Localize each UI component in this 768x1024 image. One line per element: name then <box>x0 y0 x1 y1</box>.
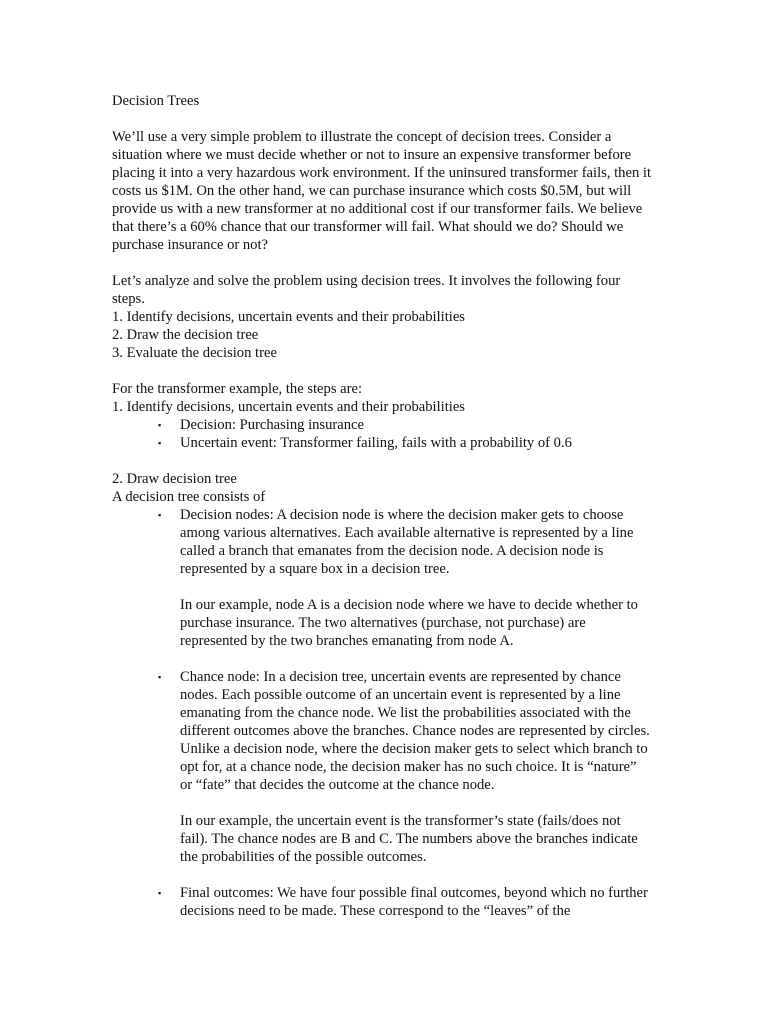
tree-components-list <box>112 506 652 578</box>
spacer <box>112 794 652 812</box>
example-step-1: 1. Identify decisions, uncertain events and their probabilities <box>112 399 465 415</box>
analyze-lead: Let’s analyze and solve the problem using decision trees. It involves the following four steps. <box>112 273 621 307</box>
intro-paragraph: We’ll use a very simple problem to illustrate the concept of decision trees. Consider a situation where we must decide whether or not to insure an expensive transformer before placing it into a very hazardous work environment. If the uninsured transformer fails, then it costs us $1M. On the other hand, we can purchase insurance which costs $0.5M, but will provide us with a new transformer at no additional cost if our transformer fails. We believe that there’s a 60% chance that our transformer will fail. What should we do? Should we purchase insurance or not? <box>112 129 651 253</box>
list-item <box>112 434 652 452</box>
tree-components-list-2 <box>112 668 652 794</box>
list-item <box>112 884 652 920</box>
bullet-square-icon: ▪ <box>158 420 162 430</box>
example-lead: For the transformer example, the steps are: <box>112 381 363 397</box>
document-page <box>112 92 652 920</box>
list-item <box>112 416 652 434</box>
spacer <box>112 650 652 668</box>
bullet-square-icon: ▪ <box>158 888 162 898</box>
bullet-square-icon: ▪ <box>158 510 162 520</box>
tree-consists-lead: A decision tree consists of <box>112 489 266 505</box>
bullet-text-uncertain-event: Uncertain event: Transformer failing, fails with a probability of 0.6 <box>180 435 572 451</box>
chance-node-text: Chance node: In a decision tree, uncertain events are represented by chance nodes. Each possible outcome of an uncertain event is represented by a line emanating from the chance node. We list the probabilities associated with the different outcomes above the branches. Chance nodes are represented by circles. Unlike a decision node, where the decision maker gets to select which branch to opt for, at a chance node, the decision maker has no such choice. It is “nature” or “fate” that decides the outcome at the chance node. <box>180 669 650 793</box>
chance-node-example: In our example, the uncertain event is the transformer’s state (fails/does not fail). The chance nodes are B and C. The numbers above the branches indicate the probabilities of the possible outcomes. <box>180 813 638 865</box>
bullet-text-decision: Decision: Purchasing insurance <box>180 417 364 433</box>
analyze-step-3: 3. Evaluate the decision tree <box>112 345 277 361</box>
spacer <box>112 578 652 596</box>
example-step-2: 2. Draw decision tree <box>112 471 237 487</box>
list-item <box>112 668 652 794</box>
spacer <box>112 362 652 380</box>
spacer <box>112 452 652 470</box>
analyze-step-2: 2. Draw the decision tree <box>112 327 259 343</box>
list-item <box>112 506 652 578</box>
bullet-square-icon: ▪ <box>158 438 162 448</box>
document-title: Decision Trees <box>112 93 200 109</box>
step-1-bullet-list <box>112 416 652 452</box>
analyze-step-1: 1. Identify decisions, uncertain events and their probabilities <box>112 309 465 325</box>
bullet-square-icon: ▪ <box>158 672 162 682</box>
tree-components-list-3 <box>112 884 652 920</box>
decision-nodes-text: Decision nodes: A decision node is where the decision maker gets to choose among various alternatives. Each available alternative is represented by a line called a branch that emanates from the decision node. A decision node is represented by a square box in a decision tree. <box>180 507 634 577</box>
decision-nodes-example: In our example, node A is a decision node where we have to decide whether to purchase insurance. The two alternatives (purchase, not purchase) are represented by the two branches emanating from node A. <box>180 597 638 649</box>
final-outcomes-text: Final outcomes: We have four possible final outcomes, beyond which no further decisions need to be made. These correspond to the “leaves” of the <box>180 885 648 919</box>
spacer <box>112 866 652 884</box>
